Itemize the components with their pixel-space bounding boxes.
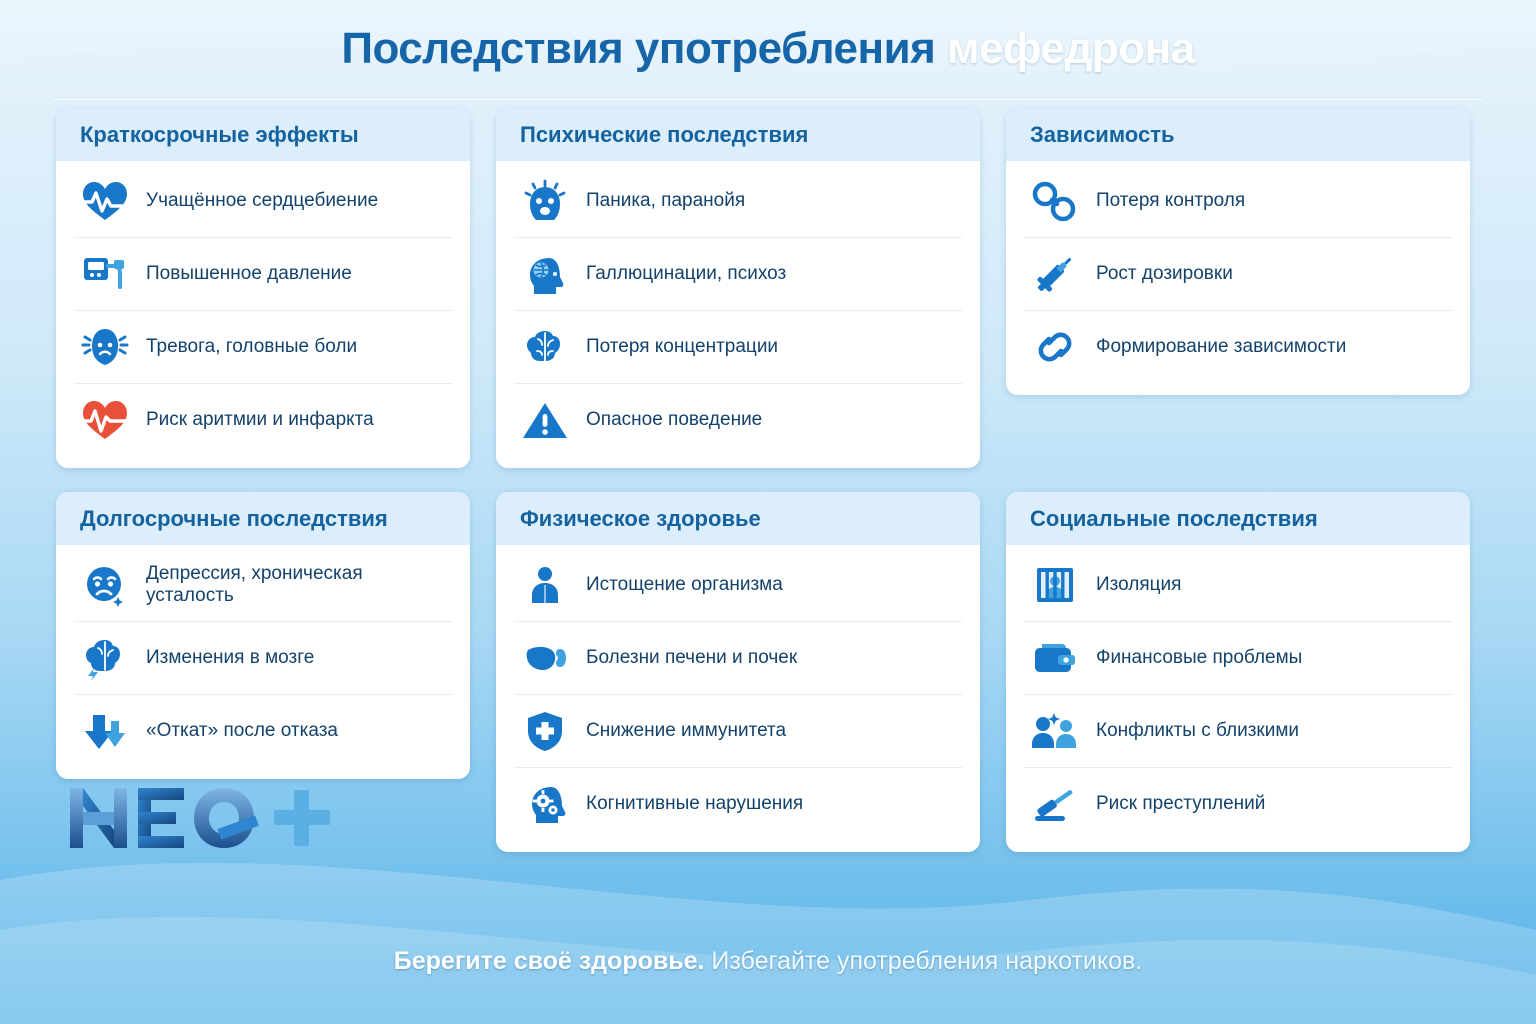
list-item[interactable] [74,622,452,695]
card-social-consequences [1006,492,1470,852]
list-item-label: Формирование зависимости [1096,336,1347,358]
list-item-label: Рост дозировки [1096,263,1233,285]
list-item-label: «Откат» после отказа [146,720,338,742]
list-item[interactable] [514,238,962,311]
list-item-label: Депрессия, хроническая усталость [146,563,363,606]
down-arrows-icon [78,706,132,756]
card-title: Психические последствия [520,122,809,147]
page-title-highlight: мефедрона [947,24,1195,73]
list-item-label: Конфликты с близкими [1096,720,1300,742]
heart-pulse-icon [78,176,132,226]
page-title [0,24,1536,74]
chain-link-icon [1028,322,1082,372]
list-item[interactable] [1024,165,1452,238]
hallucination-head-icon [518,249,572,299]
anxious-head-icon [78,322,132,372]
card-header [56,492,470,545]
card-header [1006,492,1470,545]
list-item-label: Галлюцинации, психоз [586,263,787,285]
list-item-label: Опасное поведение [586,409,763,431]
footer-text-bold: Берегите своё здоровье. [393,947,705,975]
list-item-label: Истощение организма [586,574,783,596]
list-item-label: Повышенное давление [146,263,352,285]
cards-grid [48,108,1488,852]
card-long-term-consequences [56,492,470,779]
card-header [496,108,980,161]
list-item[interactable] [74,311,452,384]
shield-cross-icon [518,706,572,756]
card-title: Физическое здоровье [520,506,761,531]
card-header [1006,108,1470,161]
list-item[interactable] [1024,238,1452,311]
footer-text-rest: Избегайте употребления наркотиков. [704,947,1143,975]
card-header [496,492,980,545]
card-title: Краткосрочные эффекты [80,122,359,147]
list-item-label: Болезни печени и почек [586,647,798,669]
card-short-term-effects [56,108,470,468]
card-body [1006,161,1470,395]
card-mental-consequences [496,108,980,468]
list-item[interactable] [74,384,452,456]
head-gears-icon [518,779,572,829]
brain-change-icon [78,633,132,683]
list-item[interactable] [1024,311,1452,383]
list-item-label: Тревога, головные боли [146,336,358,358]
card-title: Зависимость [1030,122,1175,147]
list-item-label: Риск преступлений [1096,793,1266,815]
card-body [496,545,980,852]
brain-icon [518,322,572,372]
list-item[interactable] [1024,695,1452,768]
list-item[interactable] [514,768,962,840]
card-physical-health [496,492,980,852]
brand-logo [68,782,348,854]
cell-mental-consequences [496,108,1006,468]
list-item[interactable] [514,311,962,384]
cell-physical-health [496,492,1006,852]
handcuffs-icon [1028,176,1082,226]
list-item[interactable] [514,549,962,622]
list-item[interactable] [514,384,962,456]
footer-text [0,947,1536,976]
liver-kidney-icon [518,633,572,683]
people-conflict-icon [1028,706,1082,756]
list-item[interactable] [74,695,452,767]
list-item-label: Снижение иммунитета [586,720,787,742]
cell-social-consequences [1006,492,1496,852]
list-item[interactable] [74,549,452,622]
sad-face-icon [78,560,132,610]
syringe-icon [1028,249,1082,299]
wallet-icon [1028,633,1082,683]
list-item-label: Когнитивные нарушения [586,793,804,815]
footer [0,947,1536,976]
list-item-label: Потеря концентрации [586,336,779,358]
list-item-label: Потеря контроля [1096,190,1246,212]
list-item[interactable] [514,622,962,695]
list-item-label: Финансовые проблемы [1096,647,1303,669]
list-item[interactable] [1024,622,1452,695]
gavel-icon [1028,779,1082,829]
list-item-label: Риск аритмии и инфаркта [146,409,374,431]
list-item[interactable] [514,165,962,238]
list-item[interactable] [1024,768,1452,840]
list-item[interactable] [74,238,452,311]
person-behind-bars-icon [1028,560,1082,610]
blood-pressure-monitor-icon [78,249,132,299]
list-item-label: Изменения в мозге [146,647,315,669]
card-body [56,161,470,468]
warning-triangle-icon [518,395,572,445]
panic-face-icon [518,176,572,226]
list-item-label: Учащённое сердцебиение [146,190,379,212]
list-item-label: Изоляция [1096,574,1182,596]
list-item[interactable] [74,165,452,238]
red-heart-arrhythmia-icon [78,395,132,445]
card-title: Социальные последствия [1030,506,1318,531]
list-item-label: Паника, паранойя [586,190,746,212]
title-divider [53,99,1483,100]
card-body [1006,545,1470,852]
cell-dependence [1006,108,1496,468]
card-title: Долгосрочные последствия [80,506,388,531]
exhausted-person-icon [518,560,572,610]
page-header [0,0,1536,108]
list-item[interactable] [514,695,962,768]
cell-short-term-effects [56,108,496,468]
card-body [56,545,470,779]
card-dependence [1006,108,1470,395]
card-header [56,108,470,161]
card-body [496,161,980,468]
list-item[interactable] [1024,549,1452,622]
page-title-main: Последствия употребления [341,24,948,73]
